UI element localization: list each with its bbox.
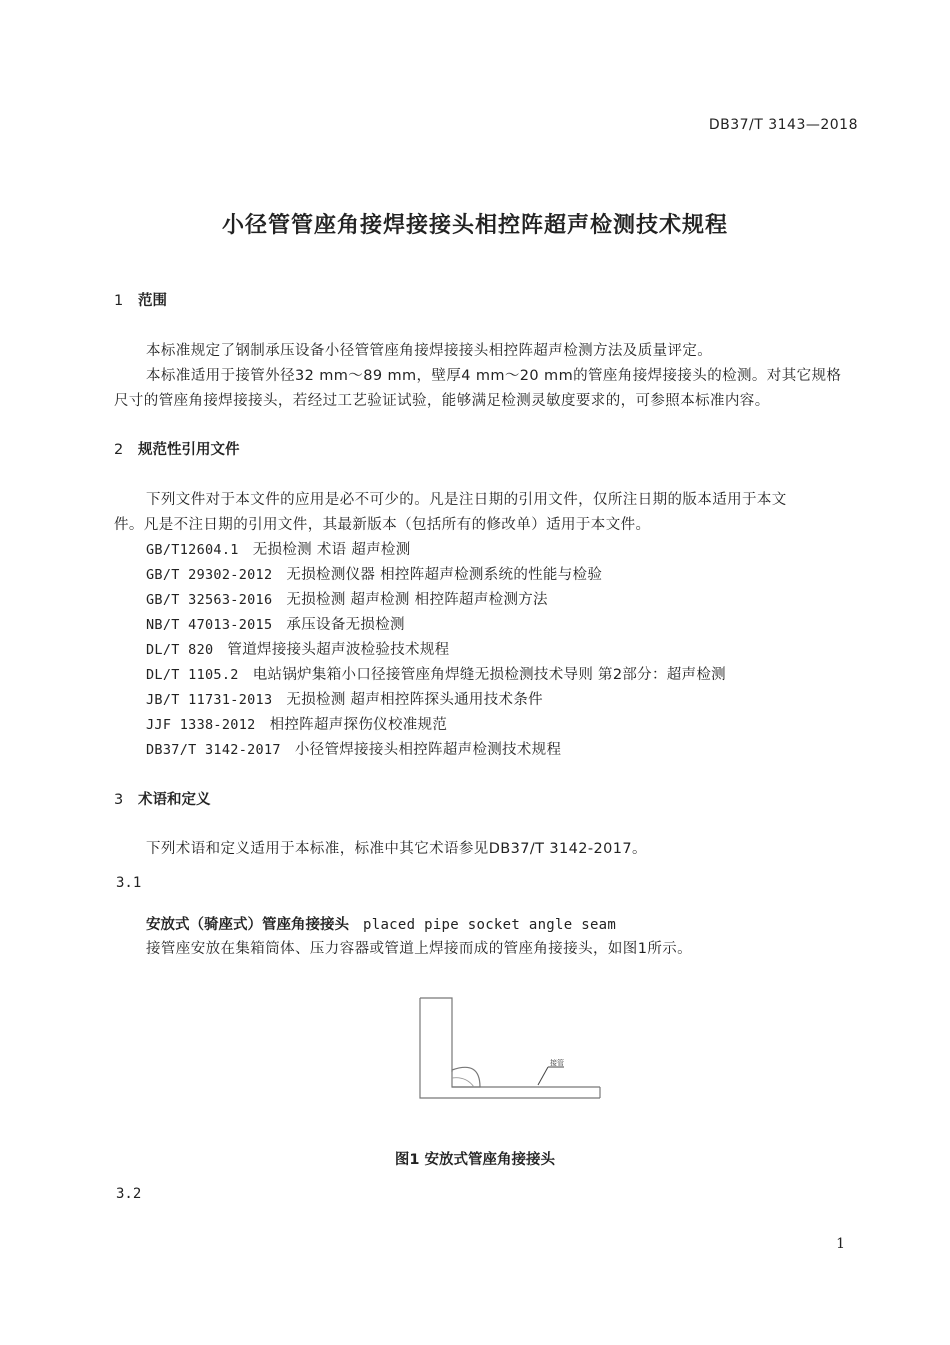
- section-number: 2: [114, 442, 124, 458]
- reference-code: GB/T12604.1: [146, 542, 239, 558]
- reference-item: [146, 663, 726, 684]
- weld-fusion-line: [452, 1078, 474, 1087]
- reference-item: [146, 688, 543, 709]
- scope-paragraph-2-line-2: 尺寸的管座角接焊接接头，若经过工艺验证试验，能够满足检测灵敏度要求的，可参照本标准内容。: [114, 393, 770, 409]
- section-number: 3: [114, 792, 124, 808]
- reference-title: 无损检测仪器 相控阵超声检测系统的性能与检验: [286, 567, 603, 583]
- reference-code: JB/T 11731-2013: [146, 692, 273, 708]
- weld-bead: [452, 1067, 480, 1087]
- scope-paragraph-2-line-1: 本标准适用于接管外径32 mm～89 mm，壁厚4 mm～20 mm的管座角接焊接接头的检测。对其它规格: [146, 368, 842, 384]
- reference-item: [146, 538, 411, 559]
- reference-item: [146, 613, 405, 634]
- reference-title: 相控阵超声探伤仪校准规范: [269, 717, 448, 733]
- term-english: placed pipe socket angle seam: [363, 917, 617, 933]
- section-title: 范围: [138, 293, 167, 309]
- reference-code: DB37/T 3142-2017: [146, 742, 281, 758]
- section-title: 术语和定义: [138, 792, 211, 808]
- references-intro-line-2: 件。凡是不注日期的引用文件，其最新版本（包括所有的修改单）适用于本文件。: [114, 517, 651, 533]
- figure-caption: 图1 安放式管座角接接头: [394, 1152, 556, 1168]
- section-1-heading: [114, 289, 167, 310]
- term-heading: [146, 913, 616, 934]
- reference-item: [146, 563, 602, 584]
- section-number: 1: [114, 293, 124, 309]
- reference-title: 小径管焊接接头相控阵超声检测技术规程: [294, 742, 562, 758]
- reference-item: [146, 713, 447, 734]
- term-definition: 接管座安放在集箱筒体、压力容器或管道上焊接而成的管座角接接头，如图1所示。: [146, 941, 693, 957]
- reference-code: DL/T 1105.2: [146, 667, 239, 683]
- reference-code: JJF 1338-2012: [146, 717, 256, 733]
- terms-intro: 下列术语和定义适用于本标准，标准中其它术语参见DB37/T 3142-2017。: [146, 841, 647, 857]
- pipe-socket-outer-wall: [420, 998, 452, 1072]
- reference-item: [146, 588, 548, 609]
- reference-title: 电站锅炉集箱小口径接管座角焊缝无损检测技术导则 第2部分：超声检测: [252, 667, 726, 683]
- page-number: 1: [836, 1236, 845, 1252]
- reference-code: DL/T 820: [146, 642, 214, 658]
- reference-code: GB/T 32563-2016: [146, 592, 273, 608]
- reference-title: 无损检测 术语 超声检测: [252, 542, 411, 558]
- term-number: 3.2: [116, 1186, 142, 1202]
- figure-label: 接管: [550, 1059, 564, 1067]
- leader-line: [538, 1067, 548, 1085]
- section-3-heading: [114, 788, 211, 809]
- reference-item: [146, 638, 449, 659]
- reference-title: 无损检测 超声相控阵探头通用技术条件: [286, 692, 543, 708]
- standard-number: DB37/T 3143—2018: [708, 117, 858, 133]
- scope-paragraph-1: 本标准规定了钢制承压设备小径管管座角接焊接接头相控阵超声检测方法及质量评定。: [146, 343, 713, 359]
- reference-title: 承压设备无损检测: [286, 617, 405, 633]
- reference-title: 无损检测 超声检测 相控阵超声检测方法: [286, 592, 548, 608]
- term-chinese: 安放式（骑座式）管座角接接头: [146, 917, 349, 933]
- section-2-heading: [114, 438, 240, 459]
- reference-code: GB/T 29302-2012: [146, 567, 273, 583]
- reference-item: [146, 738, 561, 759]
- reference-code: NB/T 47013-2015: [146, 617, 273, 633]
- pipe-socket-left-wall: [420, 998, 600, 1098]
- document-title: 小径管管座角接焊接接头相控阵超声检测技术规程: [221, 213, 728, 238]
- reference-title: 管道焊接接头超声波检验技术规程: [227, 642, 450, 658]
- term-number: 3.1: [116, 875, 142, 891]
- references-intro-line-1: 下列文件对于本文件的应用是必不可少的。凡是注日期的引用文件，仅所注日期的版本适用于本文: [146, 492, 787, 508]
- section-title: 规范性引用文件: [138, 442, 240, 458]
- figure-1-diagram: [410, 990, 610, 1105]
